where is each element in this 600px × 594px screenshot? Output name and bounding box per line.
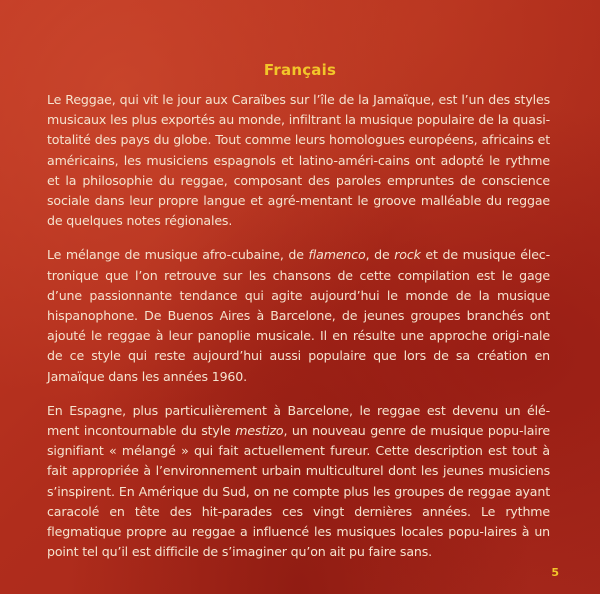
paragraph-2-text-a: Le mélange de musique afro-cubaine, de	[47, 247, 309, 263]
page-number: 5	[551, 566, 559, 579]
paragraph-1-text: Le Reggae, qui vit le jour aux Caraïbes sur l’île de la Jamaïque, est l’un des styles musicaux les plus exportés au monde, infiltrant la musique populaire de la quasi-totalité des pays du globe. Tout comme leurs homologues européens, africains et américains, les musiciens espagnols et latino-améri-cains ont adopté le rythme et la philosophie du reggae, composant des paroles empruntes de conscience sociale dans leur propre langue et agré-mentant le groove malléable du reggae de quelques notes régionales.	[47, 92, 550, 229]
paragraph-2-text-c: et de musique élec-tronique que l’on retrouve sur les chansons de cette compilation est le gage d’une passionnante tendance qui agite aujourd’hui le monde de la musique hispanophone. De Buenos Aires à Barcelone, de jeunes groupes branchés ont ajouté le reggae à leur panoplie musicale. Il en résulte une approche origi-nale de ce style qui reste aujourd’hui aussi populaire que lors de sa création en Jamaïque dans les années 1960.	[47, 247, 550, 384]
paragraph-3-text-a: En Espagne, plus particulièrement à Barcelone, le reggae est devenu un élé-ment incontournable du style	[47, 402, 550, 439]
term-rock: rock	[394, 247, 421, 263]
paragraph-2-text-b: , de	[365, 247, 395, 263]
section-heading: Français	[263, 61, 337, 79]
body-text	[47, 90, 550, 576]
term-flamenco: flamenco	[308, 247, 366, 263]
paragraph-3-text-b: , un nouveau genre de musique popu-laire signifiant « mélangé » qui fait actuellement fureur. Cette description est tout à fait appropriée à l’environnement urbain multiculturel dont les jeunes musiciens s’inspirent. En Amérique du Sud, on ne compte plus les groupes de reggae ayant caracolé en tête des hit-parades ces vingt dernières années. Le rythme flegmatique propre au reggae a influencé les musiques locales popu-laires à un point tel qu’il est difficile de s’imaginer qu’on ait pu faire sans.	[47, 423, 550, 560]
paragraph-2	[47, 245, 550, 386]
term-mestizo: mestizo	[235, 423, 284, 439]
paragraph-1	[47, 90, 550, 231]
paragraph-3	[47, 401, 550, 563]
